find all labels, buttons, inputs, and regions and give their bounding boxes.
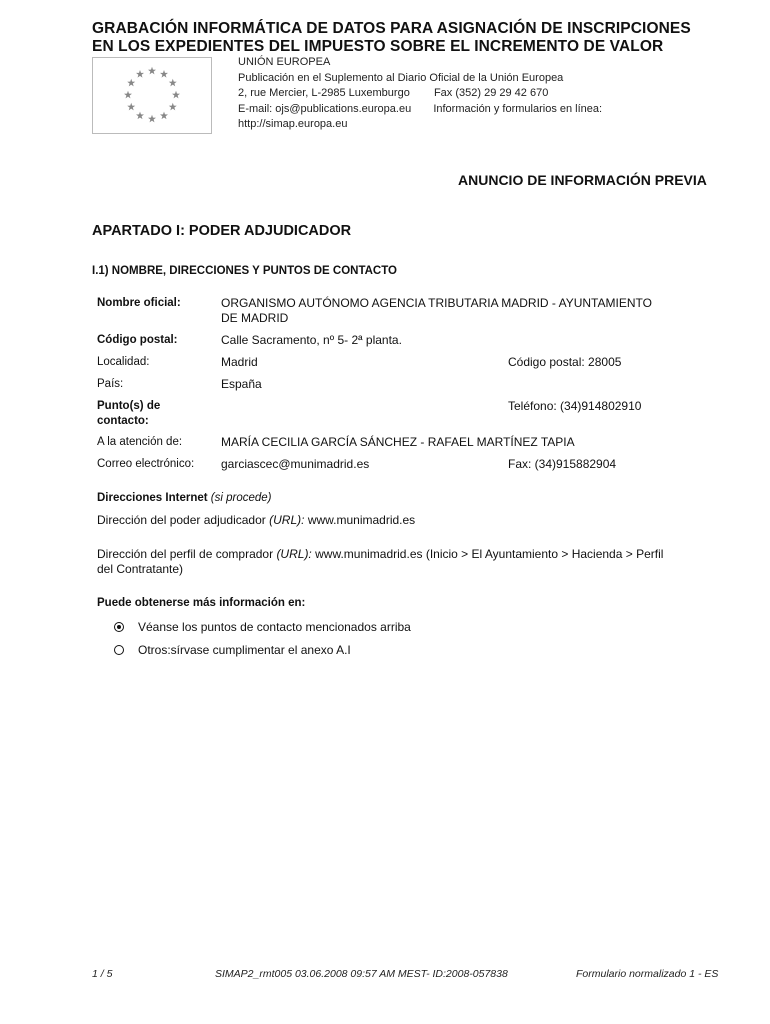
issuer-info: Información y formularios en línea: xyxy=(433,102,603,115)
issuer-address-row xyxy=(238,86,602,102)
issuer-email-row xyxy=(238,102,602,118)
contact-point-label-line2: contacto: xyxy=(97,415,149,427)
buyer-profile-prefix: Dirección del perfil de comprador xyxy=(97,547,274,561)
contact-point-label xyxy=(97,399,160,429)
issuer-publication: Publicación en el Suplemento al Diario Oficial de la Unión Europea xyxy=(238,71,564,84)
locality-label: Localidad: xyxy=(97,356,150,368)
buyer-profile-line1 xyxy=(97,547,727,562)
star-icon xyxy=(172,91,180,99)
authority-url[interactable]: www.munimadrid.es xyxy=(307,513,416,527)
radio-selected-icon[interactable] xyxy=(114,622,124,632)
star-icon xyxy=(169,103,177,111)
document-id: SIMAP2_rmt005 03.06.2008 09:57 AM MEST- ID:2008-057838 xyxy=(215,968,508,980)
authority-url-label: (URL): xyxy=(269,513,305,527)
fax: Fax: (34)915882904 xyxy=(508,457,617,471)
star-icon xyxy=(127,103,135,111)
document-title xyxy=(92,20,732,56)
document-title-line2: EN LOS EXPEDIENTES DEL IMPUESTO SOBRE EL INCREMENTO DE VALOR xyxy=(92,38,664,55)
internet-heading-note: (si procede) xyxy=(210,492,272,504)
postal-address-label: Código postal: xyxy=(97,334,178,346)
star-icon xyxy=(148,115,156,123)
star-icon xyxy=(127,79,135,87)
buyer-url-line1[interactable]: www.munimadrid.es (Inicio > El Ayuntamiento > Hacienda > Perfil xyxy=(315,547,664,561)
issuer-name: UNIÓN EUROPEA xyxy=(238,56,331,68)
internet-heading xyxy=(97,491,272,506)
country-value: España xyxy=(221,377,262,391)
star-icon xyxy=(160,70,168,78)
issuer-fax: Fax (352) 29 29 42 670 xyxy=(433,87,549,99)
star-icon xyxy=(148,67,156,75)
postal-code: Código postal: 28005 xyxy=(508,355,622,369)
radio-unselected-icon[interactable] xyxy=(114,645,124,655)
attention-label: A la atención de: xyxy=(97,436,183,448)
buyer-url-label: (URL): xyxy=(276,547,312,561)
attention-value: MARÍA CECILIA GARCÍA SÁNCHEZ - RAFAEL MARTÍNEZ TAPIA xyxy=(221,435,575,449)
eu-stars-icon xyxy=(93,58,211,133)
buyer-profile-address xyxy=(97,547,727,577)
locality-value: Madrid xyxy=(221,355,258,369)
official-name-line2: DE MADRID xyxy=(221,311,289,325)
option-label: Otros:sírvase cumplimentar el anexo A.I xyxy=(138,643,351,657)
phone: Teléfono: (34)914802910 xyxy=(508,399,642,413)
contact-point-label-line1: Punto(s) de xyxy=(97,400,161,412)
star-icon xyxy=(160,112,168,120)
document-title-line1: GRABACIÓN INFORMÁTICA DE DATOS PARA ASIGNACIÓN DE INSCRIPCIONES xyxy=(92,20,691,37)
issuer-email: E-mail: ojs@publications.europa.eu xyxy=(238,102,412,115)
issuer-address: 2, rue Mercier, L-2985 Luxemburgo xyxy=(238,87,410,99)
subsection-title: I.1) NOMBRE, DIRECCIONES Y PUNTOS DE CONTACTO xyxy=(92,265,398,277)
official-name-line1: ORGANISMO AUTÓNOMO AGENCIA TRIBUTARIA MADRID - AYUNTAMIENTO xyxy=(221,296,652,310)
notice-title: ANUNCIO DE INFORMACIÓN PREVIA xyxy=(458,172,707,188)
email-value[interactable]: garciascec@munimadrid.es xyxy=(221,457,370,471)
star-icon xyxy=(169,79,177,87)
buyer-url-line2: del Contratante) xyxy=(97,562,184,576)
eu-flag-icon xyxy=(92,57,212,134)
issuer-block xyxy=(238,55,602,133)
official-name-value xyxy=(221,296,721,326)
authority-address xyxy=(97,513,415,528)
option-label: Véanse los puntos de contacto mencionados arriba xyxy=(138,620,411,634)
postal-address-value: Calle Sacramento, nº 5- 2ª planta. xyxy=(221,333,402,347)
issuer-url[interactable]: http://simap.europa.eu xyxy=(238,118,348,130)
star-icon xyxy=(136,70,144,78)
star-icon xyxy=(124,91,132,99)
section-title: APARTADO I: PODER ADJUDICADOR xyxy=(92,223,352,239)
official-name-label: Nombre oficial: xyxy=(97,297,181,309)
form-name: Formulario normalizado 1 - ES xyxy=(576,968,719,980)
internet-heading-text: Direcciones Internet xyxy=(97,492,208,504)
star-icon xyxy=(136,112,144,120)
authority-address-prefix: Dirección del poder adjudicador xyxy=(97,513,266,527)
page-number: 1 / 5 xyxy=(92,968,113,980)
more-info-heading: Puede obtenerse más información en: xyxy=(97,597,306,609)
email-label: Correo electrónico: xyxy=(97,458,195,470)
country-label: País: xyxy=(97,378,124,390)
